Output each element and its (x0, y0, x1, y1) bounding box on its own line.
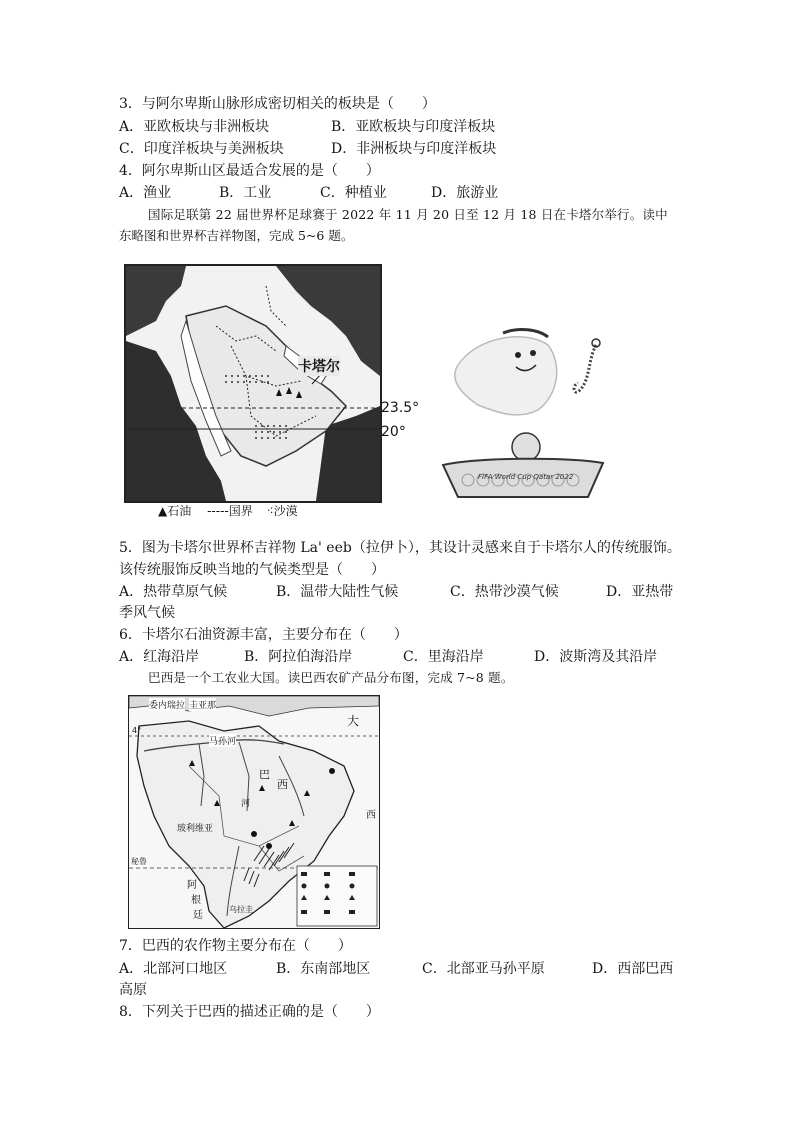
q7-option-d-part2: 高原 (119, 982, 147, 998)
q7-stem: 7．巴西的农作物主要分布在（ ） (119, 938, 352, 954)
ocean-label-2: 西 (366, 810, 376, 821)
label-argentina-3: 廷 (193, 910, 203, 921)
q6-stem: 6．卡塔尔石油资源丰富，主要分布在（ ） (119, 627, 408, 643)
mascot-eye-right (530, 350, 536, 356)
mideast-legend (158, 502, 298, 519)
label-peru: 秘鲁 (131, 857, 147, 866)
q4-option-c: C．种植业 (320, 185, 387, 201)
mascot-illustration (438, 325, 608, 505)
qatar-label: 卡塔尔 (298, 356, 340, 376)
q4-option-d: D．旅游业 (431, 185, 499, 201)
mascot-headband (503, 330, 548, 337)
q7-option-c: C．北部亚马孙平原 (422, 961, 545, 977)
q8-stem: 8．下列关于巴西的描述正确的是（ ） (119, 1004, 380, 1020)
q5-stem-line2: 该传统服饰反映当地的气候类型是（ ） (119, 562, 385, 578)
q7-option-a: A．北部河口地区 (119, 961, 228, 977)
q5-option-b: B．温带大陆性气候 (276, 584, 399, 600)
q3-option-a: A．亚欧板块与非洲板块 (119, 119, 270, 135)
q5-stem-line1: 5．图为卡塔尔世界杯吉祥物 La' eeb（拉伊卜），其设计灵感来自于卡塔尔人的传统服饰。 (119, 540, 681, 556)
legend-border: 国界 (228, 504, 253, 518)
label-brazil-2: 西 (277, 778, 288, 791)
brazil-map-drawing (129, 696, 379, 928)
intro-5-6-line1: 国际足联第 22 届世界杯足球赛于 2022 年 11 月 20 日至 12 月 18 日在卡塔尔举行。读中 (148, 207, 668, 222)
q5-option-a: A．热带草原气候 (119, 584, 228, 600)
brazil-map (128, 695, 380, 929)
q3-option-b: B．亚欧板块与印度洋板块 (331, 119, 496, 135)
intro-7-8-line1: 巴西是一个工农业大国。读巴西农矿产品分布图，完成 7~8 题。 (148, 670, 514, 685)
label-venezuela: 委内瑞拉 (149, 698, 185, 711)
middle-east-map (124, 264, 382, 503)
mascot-base-text: FIFA World Cup Qatar 2022 (478, 473, 574, 481)
border-legend-icon: ----- (207, 504, 229, 518)
q6-option-d: D．波斯湾及其沿岸 (534, 649, 658, 665)
label-guyana: 圭亚那 (189, 698, 216, 711)
legend-desert: 沙漠 (273, 504, 298, 518)
football-icon (512, 433, 540, 461)
q7-option-b: B．东南部地区 (276, 961, 371, 977)
q4-stem: 4．阿尔卑斯山区最适合发展的是（ ） (119, 163, 380, 179)
q4-option-a: A．渔业 (119, 185, 172, 201)
label-argentina-2: 根 (191, 895, 201, 906)
desert-legend-icon: ⁖ (266, 504, 274, 518)
q5-option-d-part1: D．亚热带 (606, 584, 674, 600)
mascot-eye-left (515, 352, 521, 358)
label-uruguay: 乌拉圭 (229, 905, 253, 914)
intro-5-6-line2: 东略图和世界杯吉祥物图，完成 5~6 题。 (119, 228, 354, 243)
label-amazon: 马孙河 (209, 734, 236, 747)
q3-stem: 3．与阿尔卑斯山脉形成密切相关的板块是（ ） (119, 96, 436, 112)
ocean-label: 大 (347, 714, 360, 728)
q4-option-b: B．工业 (219, 185, 272, 201)
label-brazil: 巴 (259, 768, 270, 781)
legend-oil: 石油 (167, 504, 192, 518)
q6-option-c: C．里海沿岸 (403, 649, 484, 665)
middle-east-map-drawing (126, 266, 380, 501)
oil-legend-icon: ▲ (158, 504, 168, 518)
brazil-legend (297, 866, 377, 926)
label-argentina: 阿 (187, 880, 197, 891)
q6-option-b: B．阿拉伯海沿岸 (244, 649, 353, 665)
mascot-curl (574, 345, 596, 392)
q7-option-d-part1: D．西部巴西 (592, 961, 674, 977)
label-bolivia: 玻利维亚 (177, 824, 214, 834)
q6-option-a: A．红海沿岸 (119, 649, 200, 665)
mascot-body (455, 337, 557, 415)
q3-option-c: C．印度洋板块与美洲板块 (119, 141, 284, 157)
lat-23-5-label: 23.5° (381, 400, 420, 416)
lat-20-label: 20° (381, 424, 406, 440)
q5-option-d-part2: 季风气候 (119, 605, 175, 621)
q3-option-d: D．非洲板块与印度洋板块 (331, 141, 497, 157)
label-river: 河 (241, 799, 251, 809)
q5-option-c: C．热带沙漠气候 (450, 584, 559, 600)
label-lat: 4° (132, 726, 142, 735)
